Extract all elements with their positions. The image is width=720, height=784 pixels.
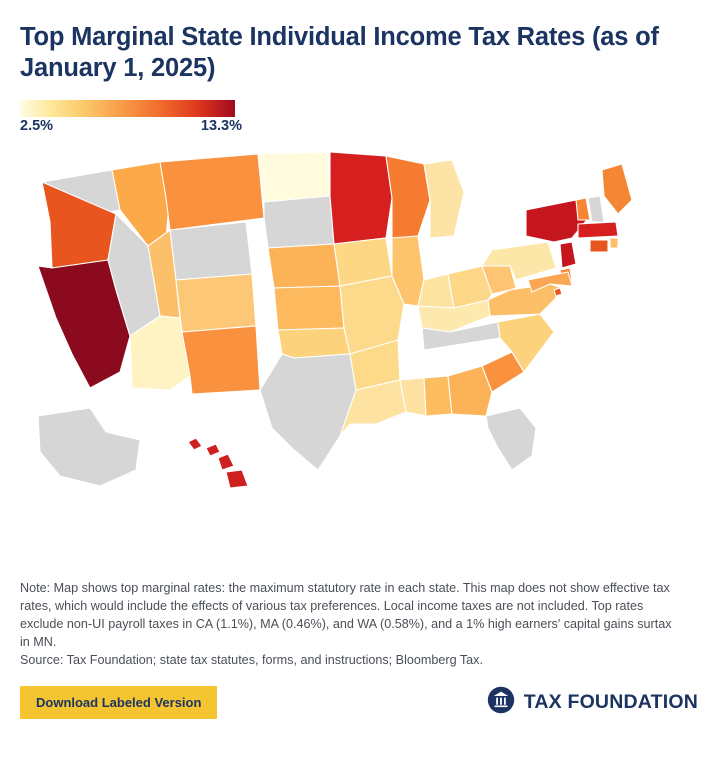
- brand-name: TAX FOUNDATION: [523, 690, 698, 713]
- state-nd: [258, 152, 330, 202]
- state-ak: [38, 408, 140, 486]
- legend-min-label: 2.5%: [20, 118, 54, 135]
- state-mi: [424, 160, 464, 238]
- legend-max-label: 13.3%: [200, 118, 242, 135]
- us-choropleth-map: [20, 140, 700, 570]
- state-nj: [560, 242, 576, 268]
- state-fl: [486, 408, 536, 470]
- tax-foundation-logo-icon: [487, 686, 515, 719]
- state-sd: [264, 196, 334, 248]
- state-nh: [588, 196, 604, 222]
- state-mt: [160, 154, 264, 230]
- brand: [487, 686, 700, 719]
- state-dc: [554, 288, 562, 296]
- state-ct: [590, 240, 608, 252]
- state-wi: [386, 156, 430, 238]
- state-wy: [170, 222, 252, 280]
- state-hi-island-2: [206, 444, 220, 456]
- state-mn: [330, 152, 392, 244]
- state-me: [602, 164, 632, 214]
- notes-block: [20, 580, 684, 669]
- state-ok: [278, 328, 350, 358]
- state-hi-island-4: [226, 470, 248, 488]
- footer: [20, 686, 700, 719]
- state-hi: [188, 438, 202, 450]
- legend-labels: [20, 118, 242, 134]
- state-nm: [182, 326, 260, 394]
- state-vt: [576, 198, 590, 220]
- state-co: [176, 274, 256, 332]
- map-source: Source: Tax Foundation; state tax statutes, forms, and instructions; Bloomberg Tax.: [20, 652, 483, 667]
- legend-gradient-bar: [20, 100, 235, 117]
- state-ne: [268, 244, 340, 288]
- page-title: Top Marginal State Individual Income Tax Rates (as of January 1, 2025): [20, 23, 659, 83]
- map-note: Note: Map shows top marginal rates: the maximum statutory rate in each state. This map does not show effective tax rates, which would include the effects of various tax preferences. Local income taxes are not included. Top rates exclude non-UI payroll taxes in CA (1.1%), MA (0.46%), and WA (0.58%), and a 1% high earners' capital gains surtax in MN.: [20, 581, 672, 649]
- state-hi-island-3: [218, 454, 234, 470]
- state-al: [424, 376, 452, 416]
- state-tx: [260, 354, 356, 470]
- legend: [20, 100, 242, 135]
- state-ri: [610, 238, 618, 248]
- download-labeled-version-button[interactable]: Download Labeled Version: [20, 686, 217, 719]
- state-ks: [274, 286, 344, 330]
- state-ma: [578, 222, 618, 238]
